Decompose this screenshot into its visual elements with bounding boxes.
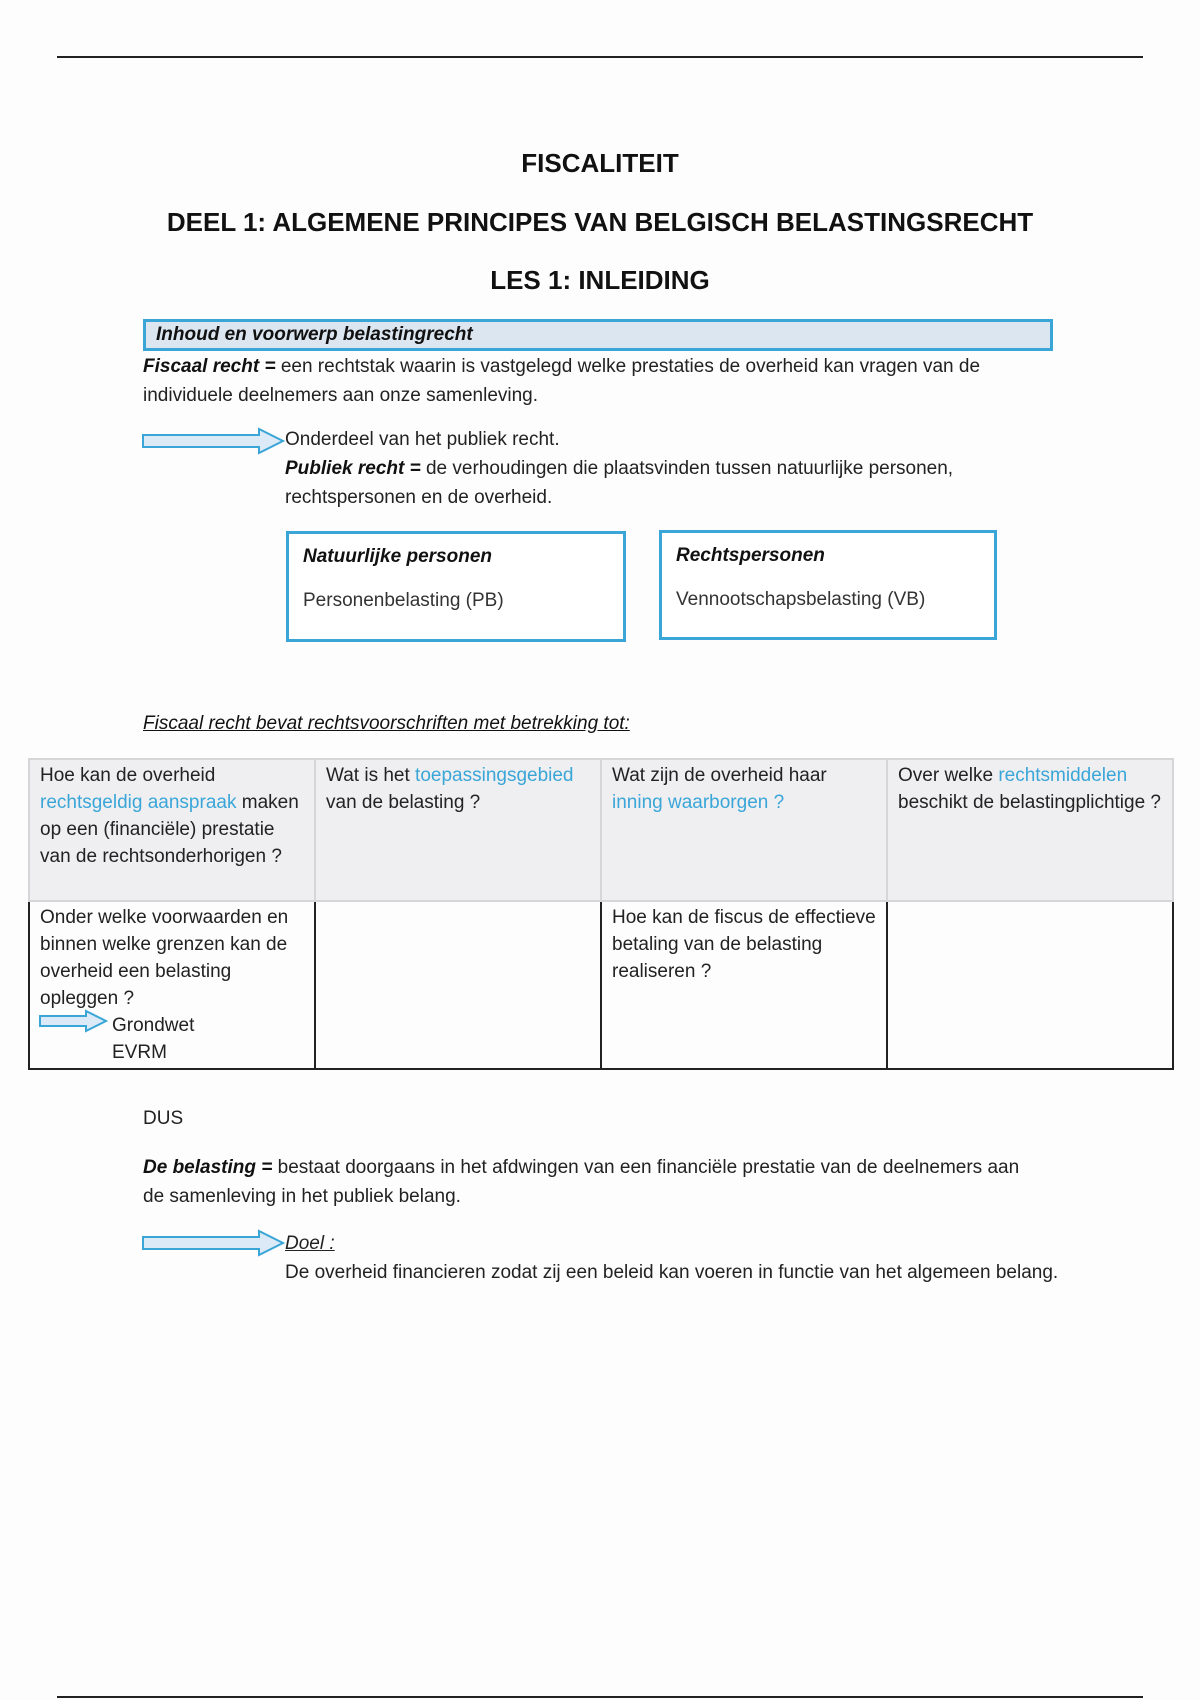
top-rule — [57, 56, 1143, 58]
cell-text: Wat zijn de overheid haar — [612, 765, 827, 786]
publiek-recht-note: Onderdeel van het publiek recht. — [285, 429, 560, 450]
table-head-cell — [887, 759, 1173, 901]
cell-keyword: rechtsmiddelen — [998, 765, 1128, 786]
bottom-rule — [57, 1696, 1143, 1698]
cell-text: Wat is het — [326, 765, 416, 786]
table-body-cell — [601, 901, 887, 1069]
table-intro: Fiscaal recht bevat rechtsvoorschriften met betrekking tot: — [143, 713, 630, 734]
box-heading: Rechtspersonen — [676, 545, 825, 566]
table-body-row — [29, 901, 1173, 1069]
table-body-cell — [887, 901, 1173, 1069]
table-head-cell — [29, 759, 315, 901]
belasting-definition — [143, 1153, 1043, 1211]
table-head-cell — [315, 759, 601, 901]
cell-text: Hoe kan de fiscus de effectieve betaling van de belasting realiseren ? — [612, 907, 876, 982]
box-text: Personenbelasting (PB) — [303, 590, 504, 611]
table-body-cell — [29, 901, 315, 1069]
cell-text: van de belasting ? — [326, 792, 481, 813]
fiscaal-recht-text: een rechtstak waarin is vastgelegd welke prestaties de overheid kan vragen van de individuele deelnemers aan onze samenleving. — [143, 356, 981, 406]
doel-block — [285, 1229, 1085, 1287]
publiek-recht-definition — [285, 454, 1045, 512]
box-text: Vennootschapsbelasting (VB) — [676, 589, 926, 610]
arrow-right-icon — [38, 1009, 108, 1033]
doel-text: De overheid financieren zodat zij een beleid kan voeren in functie van het algemeen belang. — [285, 1262, 1059, 1283]
fiscaal-recht-definition — [143, 352, 1043, 410]
page-title: FISCALITEIT — [521, 148, 679, 178]
arrow-right-icon — [141, 427, 287, 455]
cell-text: Onder welke voorwaarden en binnen welke grenzen kan de overheid een belasting opleggen ? — [40, 907, 289, 1009]
publiek-recht-term: Publiek recht = — [285, 458, 421, 479]
section-heading: Inhoud en voorwerp belastingrecht — [143, 319, 1053, 351]
cell-keyword: rechtsgeldig aanspraak — [40, 792, 237, 813]
part-title: DEEL 1: ALGEMENE PRINCIPES VAN BELGISCH BELASTINGSRECHT — [166, 207, 1034, 237]
publiek-recht-text: de verhoudingen die plaatsvinden tussen natuurlijke personen, rechtspersonen en de overheid. — [285, 458, 954, 508]
fiscaal-recht-term: Fiscaal recht = — [143, 356, 276, 377]
natuurlijke-personen-box — [286, 531, 626, 642]
cell-text: Over welke — [898, 765, 999, 786]
cell-text: Hoe kan de overheid — [40, 765, 216, 786]
cell-list-item: Grondwet — [112, 1015, 195, 1036]
cell-text: beschikt de belastingplichtige ? — [898, 792, 1162, 813]
table-body-cell — [315, 901, 601, 1069]
box-heading: Natuurlijke personen — [303, 546, 492, 567]
dus-label: DUS — [143, 1108, 184, 1129]
belasting-term: De belasting = — [143, 1157, 273, 1178]
doel-label: Doel : — [285, 1233, 335, 1254]
cell-list-item: EVRM — [112, 1042, 167, 1063]
arrow-right-icon — [141, 1229, 287, 1257]
rechtsvoorschriften-table — [28, 758, 1174, 1070]
cell-keyword: inning waarborgen ? — [612, 792, 785, 813]
cell-keyword: toepassingsgebied — [415, 765, 574, 786]
lesson-title: LES 1: INLEIDING — [490, 265, 710, 295]
belasting-text: bestaat doorgaans in het afdwingen van een financiële prestatie van de deelnemers aan de samenleving in het publiek belang. — [143, 1157, 1020, 1207]
rechtspersonen-box — [659, 530, 997, 640]
table-head-cell — [601, 759, 887, 901]
table-head-row — [29, 759, 1173, 901]
cell-text: maken op een (financiële) prestatie van de rechtsonderhorigen ? — [40, 792, 299, 867]
